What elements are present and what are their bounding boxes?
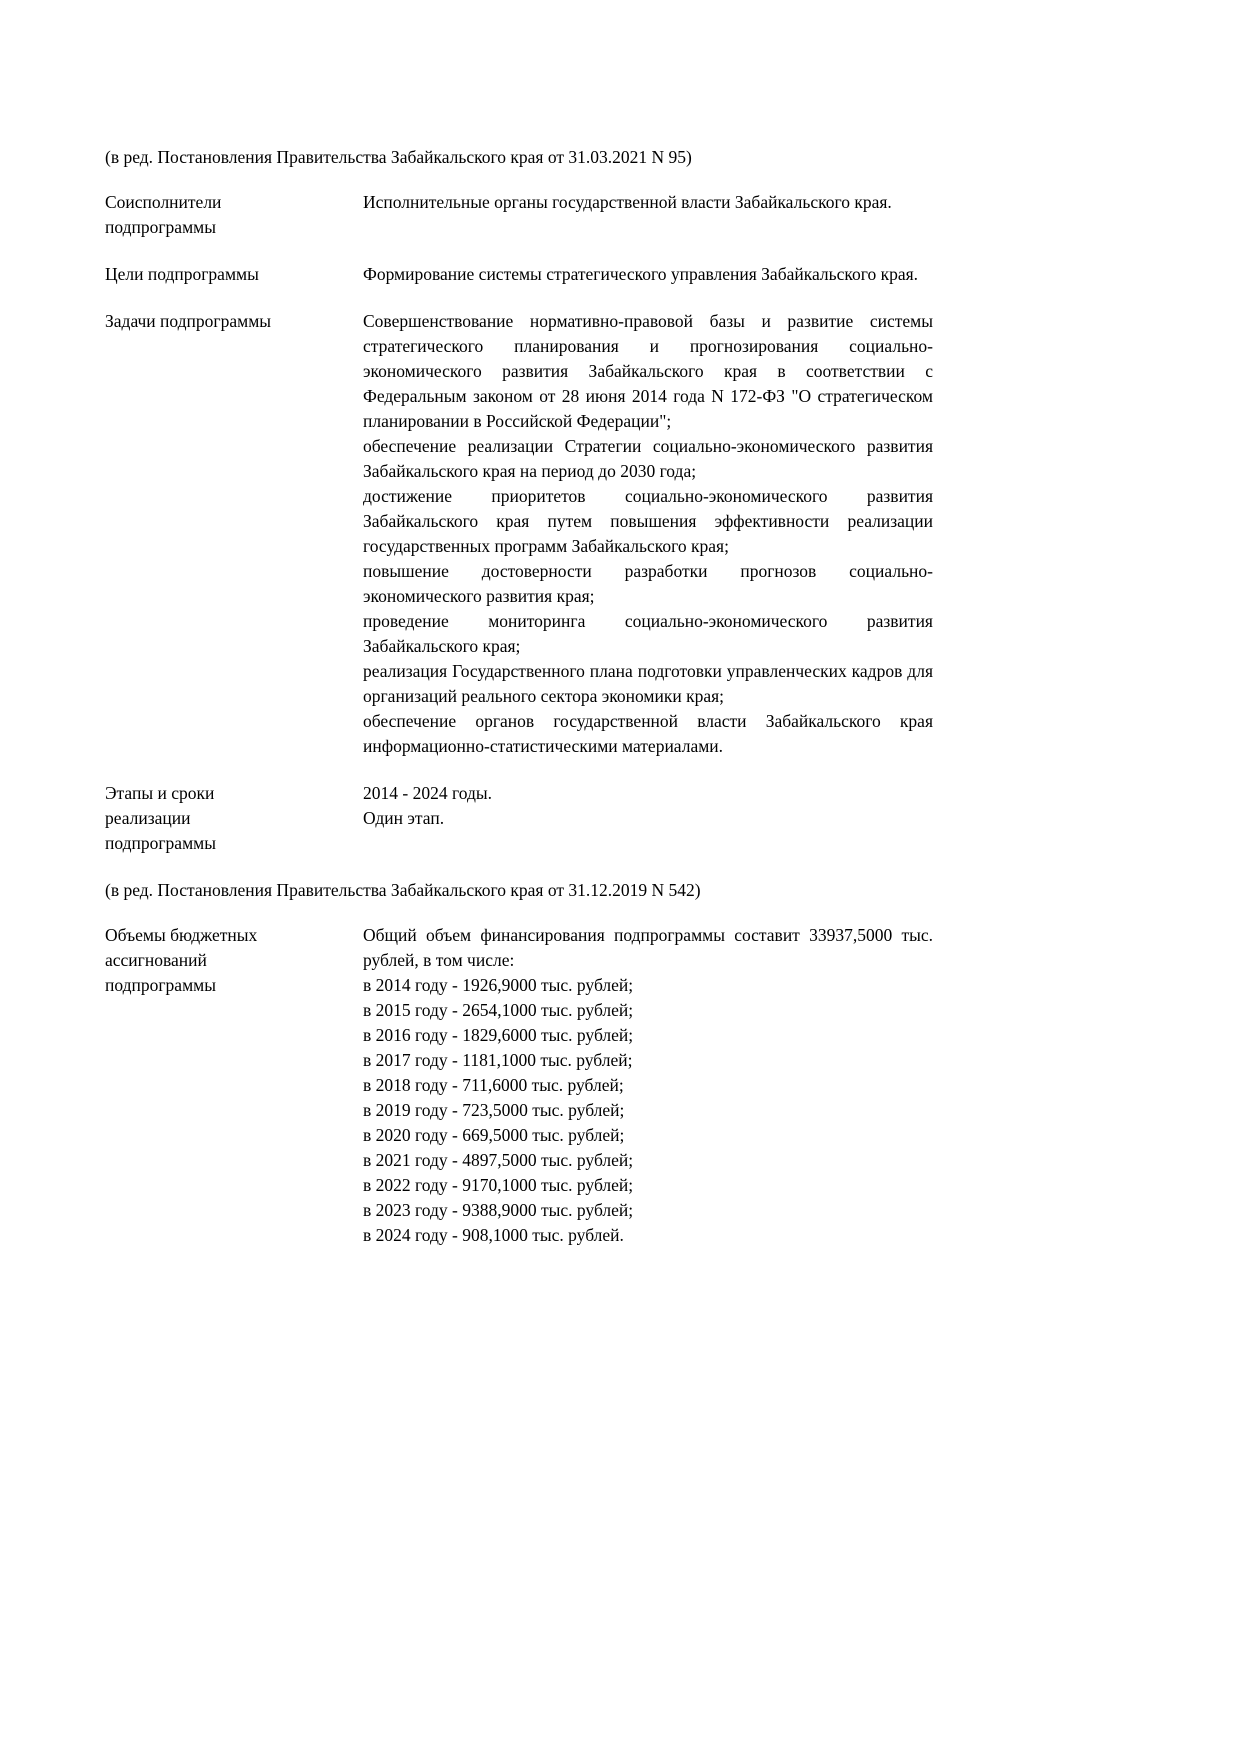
amendment-note-2: (в ред. Постановления Правительства Забайкальского края от 31.12.2019 N 542) bbox=[105, 880, 701, 900]
paragraph: в 2014 году - 1926,9000 тыс. рублей; bbox=[363, 975, 634, 995]
paragraph: обеспечение органов государственной власти Забайкальского края информационно-статистическими материалами. bbox=[363, 711, 933, 756]
row-content bbox=[363, 923, 933, 1248]
paragraph: в 2017 году - 1181,1000 тыс. рублей; bbox=[363, 1050, 633, 1070]
paragraph: в 2023 году - 9388,9000 тыс. рублей; bbox=[363, 1200, 634, 1220]
paragraph: в 2022 году - 9170,1000 тыс. рублей; bbox=[363, 1175, 634, 1195]
paragraph: Один этап. bbox=[363, 808, 445, 828]
paragraph: Формирование системы стратегического управления Забайкальского края. bbox=[363, 264, 919, 284]
row-label: Задачи подпрограммы bbox=[105, 311, 272, 331]
table-row-goals bbox=[105, 262, 933, 287]
paragraph: Общий объем финансирования подпрограммы составит 33937,5000 тыс. рублей, в том числе: bbox=[363, 925, 933, 970]
table-row-tasks bbox=[105, 309, 933, 759]
paragraph: Исполнительные органы государственной власти Забайкальского края. bbox=[363, 192, 892, 212]
paragraph: в 2021 году - 4897,5000 тыс. рублей; bbox=[363, 1150, 634, 1170]
row-content bbox=[363, 262, 933, 287]
paragraph: обеспечение реализации Стратегии социально-экономического развития Забайкальского края на период до 2030 года; bbox=[363, 436, 933, 481]
row-label: Цели подпрограммы bbox=[105, 264, 259, 284]
paragraph: проведение мониторинга социально-экономического развития Забайкальского края; bbox=[363, 611, 933, 656]
paragraph: реализация Государственного плана подготовки управленческих кадров для организаций реального сектора экономики края; bbox=[363, 661, 933, 706]
paragraph: в 2019 году - 723,5000 тыс. рублей; bbox=[363, 1100, 625, 1120]
paragraph: в 2016 году - 1829,6000 тыс. рублей; bbox=[363, 1025, 634, 1045]
paragraph: повышение достоверности разработки прогнозов социально-экономического развития края; bbox=[363, 561, 933, 606]
row-content bbox=[363, 309, 933, 759]
paragraph: в 2018 году - 711,6000 тыс. рублей; bbox=[363, 1075, 624, 1095]
row-label: Объемы бюджетных ассигнований подпрограммы bbox=[105, 925, 258, 995]
row-content bbox=[363, 781, 933, 831]
paragraph: Совершенствование нормативно-правовой базы и развитие системы стратегического планирования и прогнозирования социально-экономического развития Забайкальского края в соответствии с Федеральным законом от 28 июня 2014 года N 172-ФЗ "О стратегическом планировании в Российской Федерации"; bbox=[363, 311, 933, 431]
table-row-stages bbox=[105, 781, 933, 856]
paragraph: в 2015 году - 2654,1000 тыс. рублей; bbox=[363, 1000, 634, 1020]
paragraph: в 2020 году - 669,5000 тыс. рублей; bbox=[363, 1125, 625, 1145]
paragraph: достижение приоритетов социально-экономического развития Забайкальского края путем повышения эффективности реализации государственных программ Забайкальского края; bbox=[363, 486, 933, 556]
row-content bbox=[363, 190, 933, 215]
paragraph: 2014 - 2024 годы. bbox=[363, 783, 492, 803]
table-row-coexecutors bbox=[105, 190, 933, 240]
table-row-budget bbox=[105, 923, 933, 1248]
paragraph: в 2024 году - 908,1000 тыс. рублей. bbox=[363, 1225, 624, 1245]
row-label: Соисполнители подпрограммы bbox=[105, 192, 222, 237]
row-label: Этапы и сроки реализации подпрограммы bbox=[105, 783, 216, 853]
amendment-note-1: (в ред. Постановления Правительства Забайкальского края от 31.03.2021 N 95) bbox=[105, 147, 692, 167]
